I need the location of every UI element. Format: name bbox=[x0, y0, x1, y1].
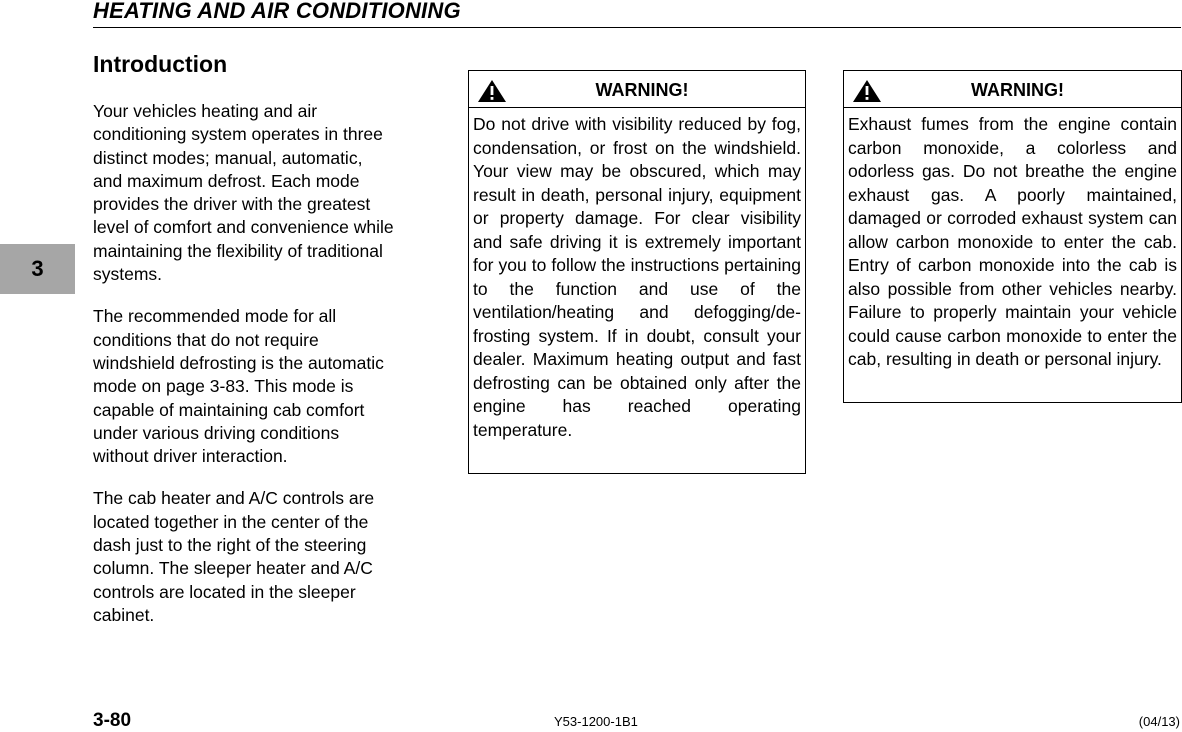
warning-header bbox=[469, 71, 805, 108]
section-title: HEATING AND AIR CONDITIONING bbox=[93, 0, 461, 23]
intro-paragraph: The recommended mode for all conditions that do not require windshield defrosting is the automatic mode on page 3-83. This mode is capable of maintaining cab comfort under various driving conditions without driver interaction. bbox=[93, 306, 384, 467]
warning-box-visibility bbox=[468, 70, 806, 474]
intro-paragraph: The cab heater and A/C controls are located together in the center of the dash just to the right of the steering column. The sleeper heater and A/C controls are located in the sleeper cabinet. bbox=[93, 488, 375, 625]
document-code: Y53-1200-1B1 bbox=[554, 714, 638, 729]
warning-text: Do not drive with visibility reduced by fog, condensation, or frost on the windshield. Your view may be obscured, which may result in death, personal injury, equipment or property damage. For clear visibility and safe driving it is extremely important for you to follow the instructions pertaining to the function and use of the ventilation/heating and defogging/defrosting system. If in doubt, consult your dealer. Maximum heating output and fast defrosting can be obtained only after the engine has reached operating temperature. bbox=[473, 114, 801, 440]
intro-body bbox=[93, 100, 438, 646]
warning-header bbox=[844, 71, 1181, 108]
warning-title: WARNING! bbox=[595, 80, 689, 100]
intro-paragraph: Your vehicles heating and air conditioning system operates in three distinct modes; manual, automatic, and maximum defrost. Each mode provides the driver with the greatest level of comfort and convenience while maintaining the flexibility of traditional systems. bbox=[93, 101, 394, 285]
chapter-tab: 3 bbox=[0, 244, 75, 294]
warning-title: WARNING! bbox=[971, 80, 1064, 100]
warning-box-exhaust bbox=[843, 70, 1182, 403]
page-number: 3-80 bbox=[93, 710, 132, 731]
warning-text: Exhaust fumes from the engine contain carbon monoxide, a colorless and odorless gas. Do not breathe the engine exhaust gas. A poorly maintained, damaged or corroded exhaust system can allow carbon monoxide to enter the cab. Entry of carbon monoxide into the cab is also possible from other vehicles nearby. Failure to properly maintain your vehicle could cause carbon monoxide to enter the cab, resulting in death or personal injury. bbox=[848, 114, 1177, 369]
page-header bbox=[93, 0, 1181, 28]
revision-date: (04/13) bbox=[1138, 714, 1180, 729]
intro-heading: Introduction bbox=[93, 51, 228, 77]
